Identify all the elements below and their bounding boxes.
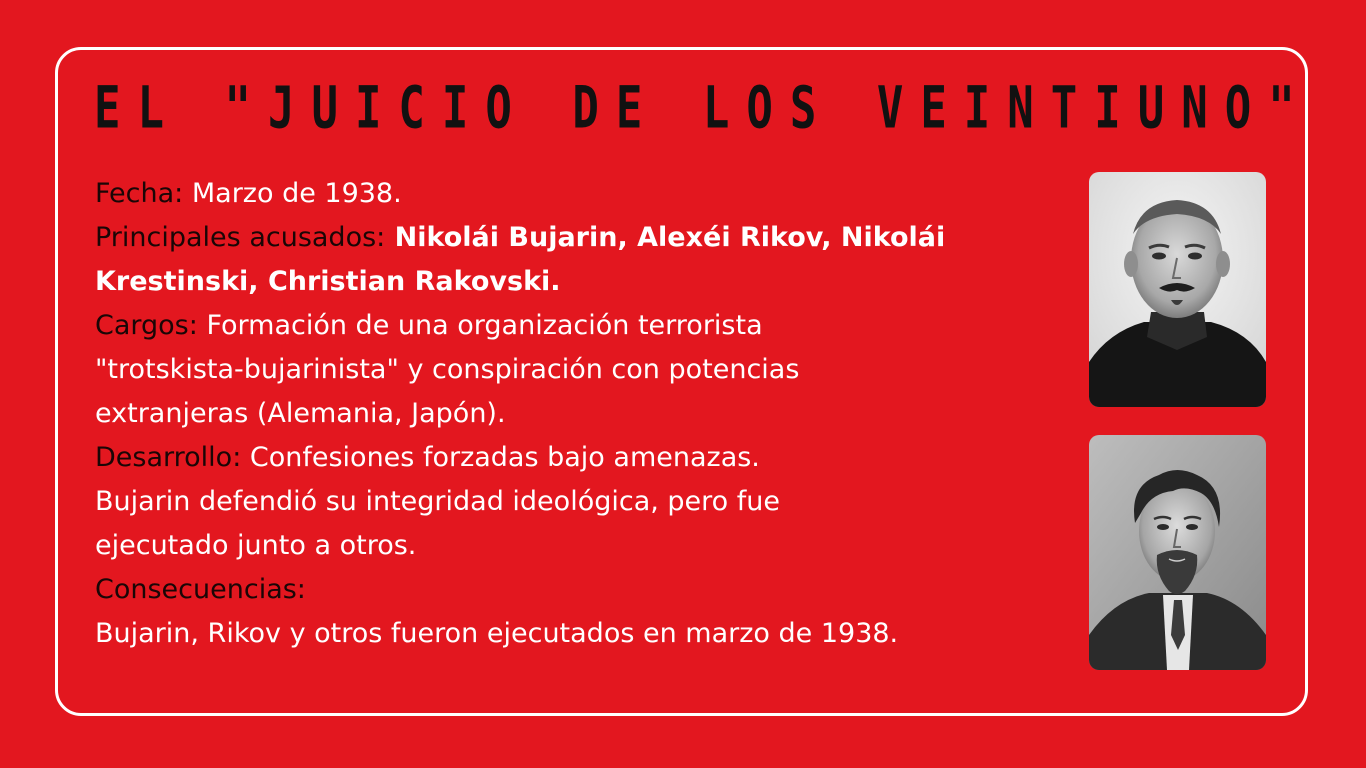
- acusados-value-2: Krestinski, Christian Rakovski.: [95, 266, 561, 297]
- cargos-label: Cargos:: [95, 310, 198, 341]
- consecuencias-label: Consecuencias:: [95, 574, 306, 605]
- slide-body: [95, 172, 1055, 656]
- portrait-rakovski-image: [1089, 435, 1266, 670]
- acusados-value-1: Nikolái Bujarin, Alexéi Rikov, Nikolái: [385, 222, 946, 253]
- consecuencias-value-1: Bujarin, Rikov y otros fueron ejecutados en marzo de 1938.: [95, 618, 899, 649]
- fecha-line: [95, 172, 1055, 216]
- desarrollo-value-1: Confesiones forzadas bajo amenazas.: [241, 442, 760, 473]
- desarrollo-line-1: [95, 436, 1055, 480]
- portrait-bujarin-photo: [1089, 172, 1266, 407]
- cargos-value-2: "trotskista-bujarinista" y conspiración con potencias: [95, 354, 800, 385]
- portrait-rakovski-photo: [1089, 435, 1266, 670]
- slide-title: EL "JUICIO DE LOS VEINTIUNO": [94, 74, 1312, 143]
- acusados-label: Principales acusados:: [95, 222, 386, 253]
- acusados-line-1: [95, 216, 1055, 260]
- portrait-bujarin-image: [1089, 172, 1266, 407]
- desarrollo-value-2: Bujarin defendió su integridad ideológica, pero fue: [95, 486, 780, 517]
- cargos-line-1: [95, 304, 1055, 348]
- fecha-label: Fecha:: [95, 178, 184, 209]
- fecha-value: Marzo de 1938.: [183, 178, 402, 209]
- desarrollo-value-3: ejecutado junto a otros.: [95, 530, 417, 561]
- cargos-value-3: extranjeras (Alemania, Japón).: [95, 398, 506, 429]
- desarrollo-label: Desarrollo:: [95, 442, 242, 473]
- cargos-value-1: Formación de una organización terrorista: [197, 310, 763, 341]
